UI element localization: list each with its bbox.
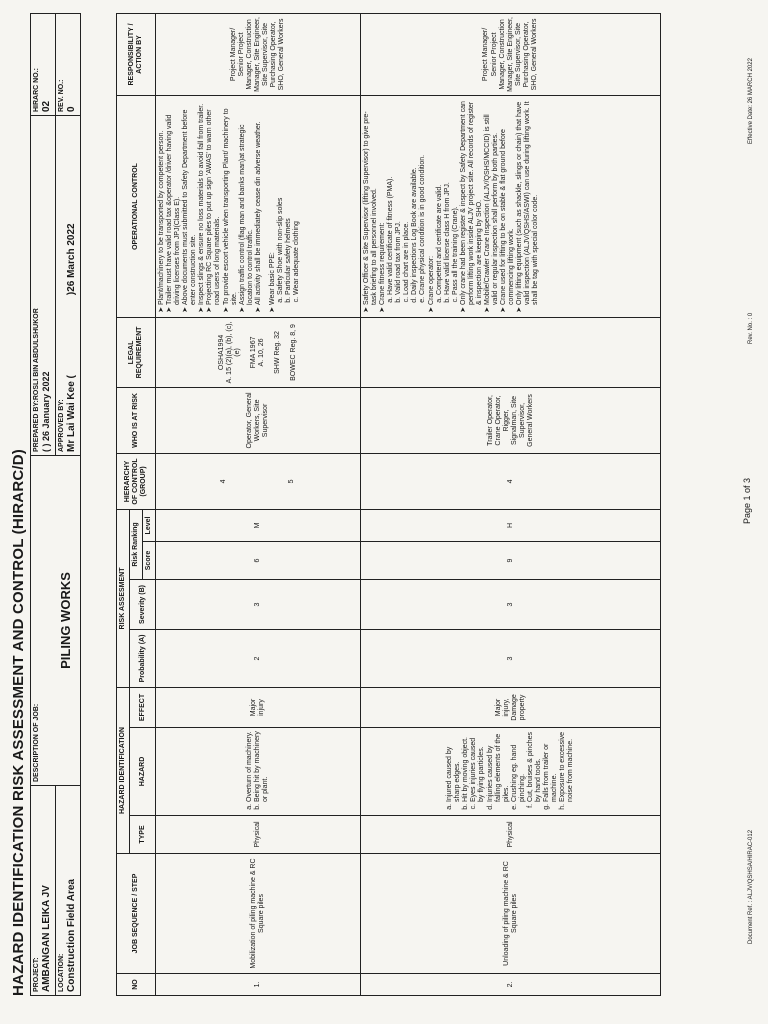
row-severity: 3: [361, 580, 661, 630]
row-hazards: [156, 728, 361, 816]
row-probability: 3: [361, 630, 661, 688]
hazard-item: b. Being hit by machinery or plant.: [254, 731, 270, 802]
table-row: [361, 13, 661, 995]
footer-rev: Rev. No. : 0: [748, 312, 754, 344]
row-type: Physical: [361, 816, 661, 854]
row-operational: ➤ Plant/machinery to be transported by competent person. ➤ Trailer must have valid road tax &operator /driver having valid driving licenses from JPJ(Class E). ➤ Above documents must submitted to Safety Department before enter construction site. ➤ Inspect slings & ensure no loss materials to avoid fall from trailer. ➤ Projecting RC Square piles to put up sign 'AWAS' to warn other road users of long materials. ➤ To provide escort vehicle when transporting Plant/ machinery to site. ➤ Assign traffic control (flag man and banks man)at strategic location to control traffic. ➤ All activity shall be immediately cease din adverse weather. ➤ Wear basic PPE: a. Safety Shoe with non-slip soles b. Particular safety helmets c. Wear adequate clothing: [156, 95, 361, 317]
row-severity: 3: [156, 580, 361, 630]
col-who: WHO IS AT RISK: [117, 387, 156, 453]
row-score: 6: [156, 542, 361, 580]
row-score: 9: [361, 542, 661, 580]
row-probability: 2: [156, 630, 361, 688]
project-cell: PROJECT: AMBANGAN LEIKA JV: [31, 786, 56, 996]
location-cell: LOCATION: Construction Field Area: [56, 786, 81, 996]
col-score: Score: [143, 542, 156, 580]
row-responsibility: Project Manager/ Senior Project Manager, Construction Manager, Site Engineer, Site Supervisor, Site Purchasing Operator, SHO, General Workers: [156, 13, 361, 95]
col-risk-assessment: RISK ASSESMENT: [117, 509, 130, 687]
prepared-cell: PREPARED BY:ROSLI BIN ABDULSHUKOR ( ) 26 January 2022: [31, 116, 56, 456]
row-effect: Major injury, Damage property: [361, 688, 661, 728]
col-operational: OPERATIONAL CONTROL: [117, 95, 156, 317]
row-level: M: [156, 509, 361, 541]
row-who: Trailer Operator, Crane Operator, Rigger, Signalman, Site Supervisor, General Workers: [361, 387, 661, 453]
header-table: [30, 13, 81, 996]
col-risk-ranking: Risk Ranking: [130, 509, 143, 579]
page-number: Page 1 of 3: [742, 477, 752, 524]
table-row: [156, 13, 361, 995]
job-title: PILING WORKS: [58, 572, 74, 669]
row-hierarchy: 4 5: [156, 453, 361, 509]
hazard-item: a. Overturn of machinery.: [246, 731, 254, 802]
hirarc-table: [116, 13, 661, 996]
row-operational: ➤ Safety Officer & Site Supervisor (lifting Supervisor) to give pre-task briefing to all personnel involved. ➤ Crane fitness requirement: a. Have valid certificate of fitness (PMA). b. Valid road tax from JPJ. c. Load chart are in place. d. Daily inspections Log Book are available. e. Crane physical condition is in good condition. ➤ Crane operator: a. Competent and certificate are valid. b. Have valid license class H from JPJ. c. Pass all the training (Crane). ➤ Only crane had been register & inspect by Safety Department can perform lifting work inside ALJV project site. All records of register & inspection are keeping by SHO. ➤ Mobile/Crawler Crane Inspection (ALJV/QSHS/MCCID) is still valid or regular inspection shall perform by both parties. ➤ Crane used for lifting to be on stable & flat ground before commencing lifting work. ➤ Only lifting equipment (such as shackle, slings or chain) that have valid inspection (ALJV/QSHS/ASWI) can use during lifting work. It shall be tag with special color code.: [361, 95, 661, 317]
row-who: Operator, General Workers, Site Supervisor: [156, 387, 361, 453]
row-step: Mobilization of piling machine & RC Square piles: [156, 854, 361, 974]
col-legal: LEGAL REQUIREMENT: [117, 317, 156, 387]
row-level: H: [361, 509, 661, 541]
footer-doc-ref: Document Ref. : ALJV/QSHSA/HIRAC-012: [748, 829, 754, 944]
col-severity: Severity (B): [130, 580, 156, 630]
description-cell: DESCRIPTION OF JOB: PILING WORKS: [31, 456, 81, 786]
row-legal: [361, 317, 661, 387]
row-step: Unloading of piling machine & RC Square piles: [361, 854, 661, 974]
col-effect: EFFECT: [130, 688, 156, 728]
col-responsibility: RESPONSIBILITY / ACTION BY: [117, 13, 156, 95]
col-no: NO: [117, 974, 156, 996]
row-effect: Major injury: [156, 688, 361, 728]
col-hazard: HAZARD: [130, 728, 156, 816]
col-probability: Probability (A): [130, 630, 156, 688]
hirarc-cell: HIRARC NO.: 02: [31, 14, 56, 116]
row-no: 1.: [156, 974, 361, 996]
row-no: 2.: [361, 974, 661, 996]
footer-effective-date: Effective Date: 26 MARCH 2022: [748, 58, 754, 144]
document-title: HAZARD IDENTIFICATION RISK ASSESSMENT AND CONTROL (HIRARC/D): [10, 449, 27, 996]
row-responsibility: Project Manager/ Senior Project Manager, Construction Manager, Site Engineer, Site Supervisor, Site Purchasing Operator, SHO, General Workers: [361, 13, 661, 95]
row-legal: OSHA1994 A. 15 (2)(a), (b), (c), (e) FMA 1967 A. 10, 26 SHW Reg. 32 BOWEC Reg. 8, 9: [156, 317, 361, 387]
row-hierarchy: 4: [361, 453, 661, 509]
col-type: TYPE: [130, 816, 156, 854]
col-hierarchy: HIERARCHY OF CONTROL (GROUP): [117, 453, 156, 509]
approved-cell: APPROVED BY: Mr Lai Wai Kee ()26 March 2022: [56, 116, 81, 456]
row-hazards: a. Injured caused by sharp edges. b. Hit by moving object. c. Eyes injuries caused by flying particles. d. Injuries caused by falling elements of the piles. e. Crushing eg. hand pinching. f. Cut, bruises & pinches by hand tools. g. Falls from trailer or machine. h. Exposure to excessive noise from machine.: [361, 728, 661, 816]
row-type: Physical: [156, 816, 361, 854]
col-level: Level: [143, 509, 156, 541]
col-job-step: JOB SEQUENCE / STEP: [117, 854, 156, 974]
col-hazard-identification: HAZARD IDENTIFICATION: [117, 688, 130, 854]
rev-cell: REV. NO.: 0: [56, 14, 81, 116]
